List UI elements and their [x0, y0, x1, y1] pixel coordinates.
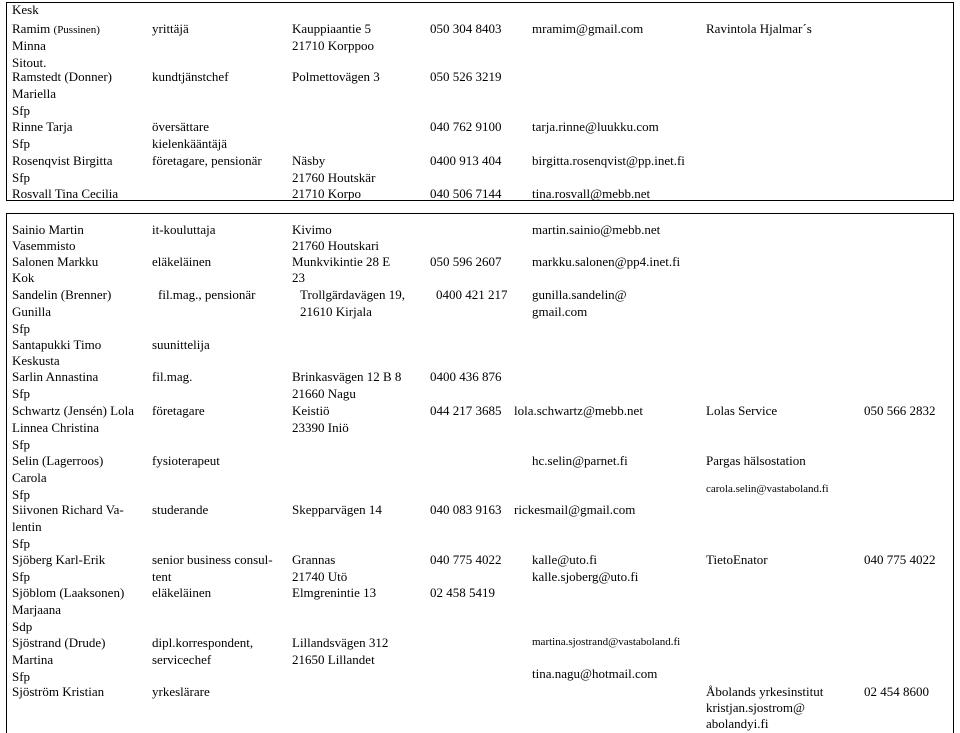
postal: 21710 Korppoo: [292, 38, 374, 53]
occupation: företagare, pensionär: [152, 153, 262, 168]
address: Polmettovägen 3: [292, 69, 380, 84]
occupation: företagare: [152, 403, 205, 418]
postal: 21740 Utö: [292, 569, 348, 584]
extra-info: Pargas hälsostation: [706, 453, 806, 468]
phone: 040 506 7144: [430, 186, 502, 201]
person-name: Selin (Lagerroos): [12, 453, 104, 468]
address: Lillandsvägen 312: [292, 635, 389, 650]
person-name: Mariella: [12, 86, 57, 101]
extra-email[interactable]: kristjan.sjostrom@: [706, 700, 805, 715]
occupation: kielenkääntäjä: [152, 136, 228, 151]
person-name: Sjöström Kristian: [12, 684, 105, 699]
person-name: Schwartz (Jensén) Lola: [12, 403, 135, 418]
person-name: Sjöstrand (Drude): [12, 635, 106, 650]
address: Keistiö: [292, 403, 330, 418]
phone: 044 217 3685: [430, 403, 502, 418]
phone: 0400 421 217: [436, 287, 508, 302]
person-name: Minna: [12, 38, 46, 53]
email[interactable]: tina.rosvall@mebb.net: [532, 186, 651, 201]
person-name: Marjaana: [12, 602, 62, 617]
person-name: Sainio Martin: [12, 222, 84, 237]
person-name: Carola: [12, 470, 47, 485]
person-name: Sandelin (Brenner): [12, 287, 112, 302]
postal: 21610 Kirjala: [300, 304, 372, 319]
party: Sitout.: [12, 55, 47, 70]
address: 23: [292, 270, 305, 285]
postal: 21710 Korpo: [292, 186, 361, 201]
occupation: översättare: [152, 119, 210, 134]
email[interactable]: kalle@uto.fi: [532, 552, 598, 567]
party: Sdp: [12, 619, 33, 634]
phone: 02 458 5419: [430, 585, 495, 600]
person-name: Ramim: [12, 21, 51, 36]
phone: 050 304 8403: [430, 21, 502, 36]
address: Munkvikintie 28 E: [292, 254, 391, 269]
person-name: Rosvall Tina Cecilia: [12, 186, 119, 201]
occupation: yrittäjä: [152, 21, 189, 36]
person-name: Rosenqvist Birgitta: [12, 153, 113, 168]
occupation: fil.mag.: [152, 369, 193, 384]
occupation: kundtjänstchef: [152, 69, 229, 84]
person-name: Sjöberg Karl-Erik: [12, 552, 106, 567]
email[interactable]: martin.sainio@mebb.net: [532, 222, 661, 237]
occupation: servicechef: [152, 652, 212, 667]
party: Keskusta: [12, 353, 60, 368]
address: Brinkasvägen 12 B 8: [292, 369, 402, 384]
phone: 040 775 4022: [430, 552, 502, 567]
person-name: Linnea Christina: [12, 420, 100, 435]
person-name: Sarlin Annastina: [12, 369, 99, 384]
address: Grannas: [292, 552, 336, 567]
occupation: suunittelija: [152, 337, 210, 352]
party: Sfp: [12, 170, 31, 185]
occupation: studerande: [152, 502, 209, 517]
party: Sfp: [12, 321, 31, 336]
person-name-maiden: (Pussinen): [53, 24, 100, 36]
email[interactable]: mramim@gmail.com: [532, 21, 644, 36]
extra-phone: 050 566 2832: [864, 403, 936, 418]
extra-email[interactable]: abolandyi.fi: [706, 716, 769, 731]
extra-phone: 02 454 8600: [864, 684, 929, 699]
occupation: it-kouluttaja: [152, 222, 216, 237]
extra-info: TietoEnator: [706, 552, 768, 567]
person-name: Rinne Tarja: [12, 119, 73, 134]
address: Trollgärdavägen 19,: [300, 287, 405, 302]
address: Kauppiaantie 5: [292, 21, 372, 36]
email[interactable]: lola.schwartz@mebb.net: [514, 403, 643, 418]
occupation: yrkeslärare: [152, 684, 210, 699]
phone: 050 596 2607: [430, 254, 502, 269]
person-name: Salonen Markku: [12, 254, 99, 269]
person-name: Sjöblom (Laaksonen): [12, 585, 125, 600]
address: Elmgrenintie 13: [292, 585, 377, 600]
postal: 21760 Houtskari: [292, 238, 380, 253]
occupation: eläkeläinen: [152, 254, 212, 269]
occupation: dipl.korrespondent,: [152, 635, 254, 650]
occupation: senior business consul-: [152, 552, 273, 567]
extra-email[interactable]: carola.selin@vastaboland.fi: [706, 483, 829, 495]
party: Sfp: [12, 569, 31, 584]
party: Vasemmisto: [12, 238, 76, 253]
email[interactable]: birgitta.rosenqvist@pp.inet.fi: [532, 153, 685, 168]
party: Sfp: [12, 437, 31, 452]
party: Sfp: [12, 487, 31, 502]
extra-info: Lolas Service: [706, 403, 778, 418]
email[interactable]: gmail.com: [532, 304, 588, 319]
section-header: Kesk: [12, 2, 39, 17]
occupation: fil.mag., pensionär: [158, 287, 256, 302]
party: Sfp: [12, 669, 31, 684]
email[interactable]: kalle.sjoberg@uto.fi: [532, 569, 639, 584]
email[interactable]: markku.salonen@pp4.inet.fi: [532, 254, 681, 269]
party: Sfp: [12, 536, 31, 551]
phone: 040 762 9100: [430, 119, 502, 134]
occupation: tent: [152, 569, 172, 584]
party: Sfp: [12, 386, 31, 401]
person-name: lentin: [12, 519, 42, 534]
postal: 23390 Iniö: [292, 420, 349, 435]
person-name: Ramstedt (Donner): [12, 69, 113, 84]
email[interactable]: rickesmail@gmail.com: [514, 502, 636, 517]
postal: 21760 Houtskär: [292, 170, 376, 185]
party: Kok: [12, 270, 35, 285]
address: Näsby: [292, 153, 326, 168]
email[interactable]: gunilla.sandelin@: [532, 287, 627, 302]
phone: 0400 436 876: [430, 369, 502, 384]
phone: 0400 913 404: [430, 153, 502, 168]
address: Kivimo: [292, 222, 332, 237]
person-name: Martina: [12, 652, 54, 667]
email[interactable]: martina.sjostrand@vastaboland.fi: [532, 636, 681, 648]
postal: 21660 Nagu: [292, 386, 356, 401]
extra-phone: 040 775 4022: [864, 552, 936, 567]
address: Skepparvägen 14: [292, 502, 382, 517]
person-name: Gunilla: [12, 304, 51, 319]
phone: 050 526 3219: [430, 69, 502, 84]
occupation: eläkeläinen: [152, 585, 212, 600]
extra-info: Åbolands yrkesinstitut: [706, 684, 824, 699]
person-name: Santapukki Timo: [12, 337, 102, 352]
person-name: Siivonen Richard Va-: [12, 502, 124, 517]
party: Sfp: [12, 136, 31, 151]
email[interactable]: tina.nagu@hotmail.com: [532, 666, 658, 681]
extra-info: Ravintola Hjalmar´s: [706, 21, 812, 36]
postal: 21650 Lillandet: [292, 652, 375, 667]
party: Sfp: [12, 103, 31, 118]
email[interactable]: hc.selin@parnet.fi: [532, 453, 628, 468]
phone: 040 083 9163: [430, 502, 502, 517]
email[interactable]: tarja.rinne@luukku.com: [532, 119, 659, 134]
occupation: fysioterapeut: [152, 453, 220, 468]
